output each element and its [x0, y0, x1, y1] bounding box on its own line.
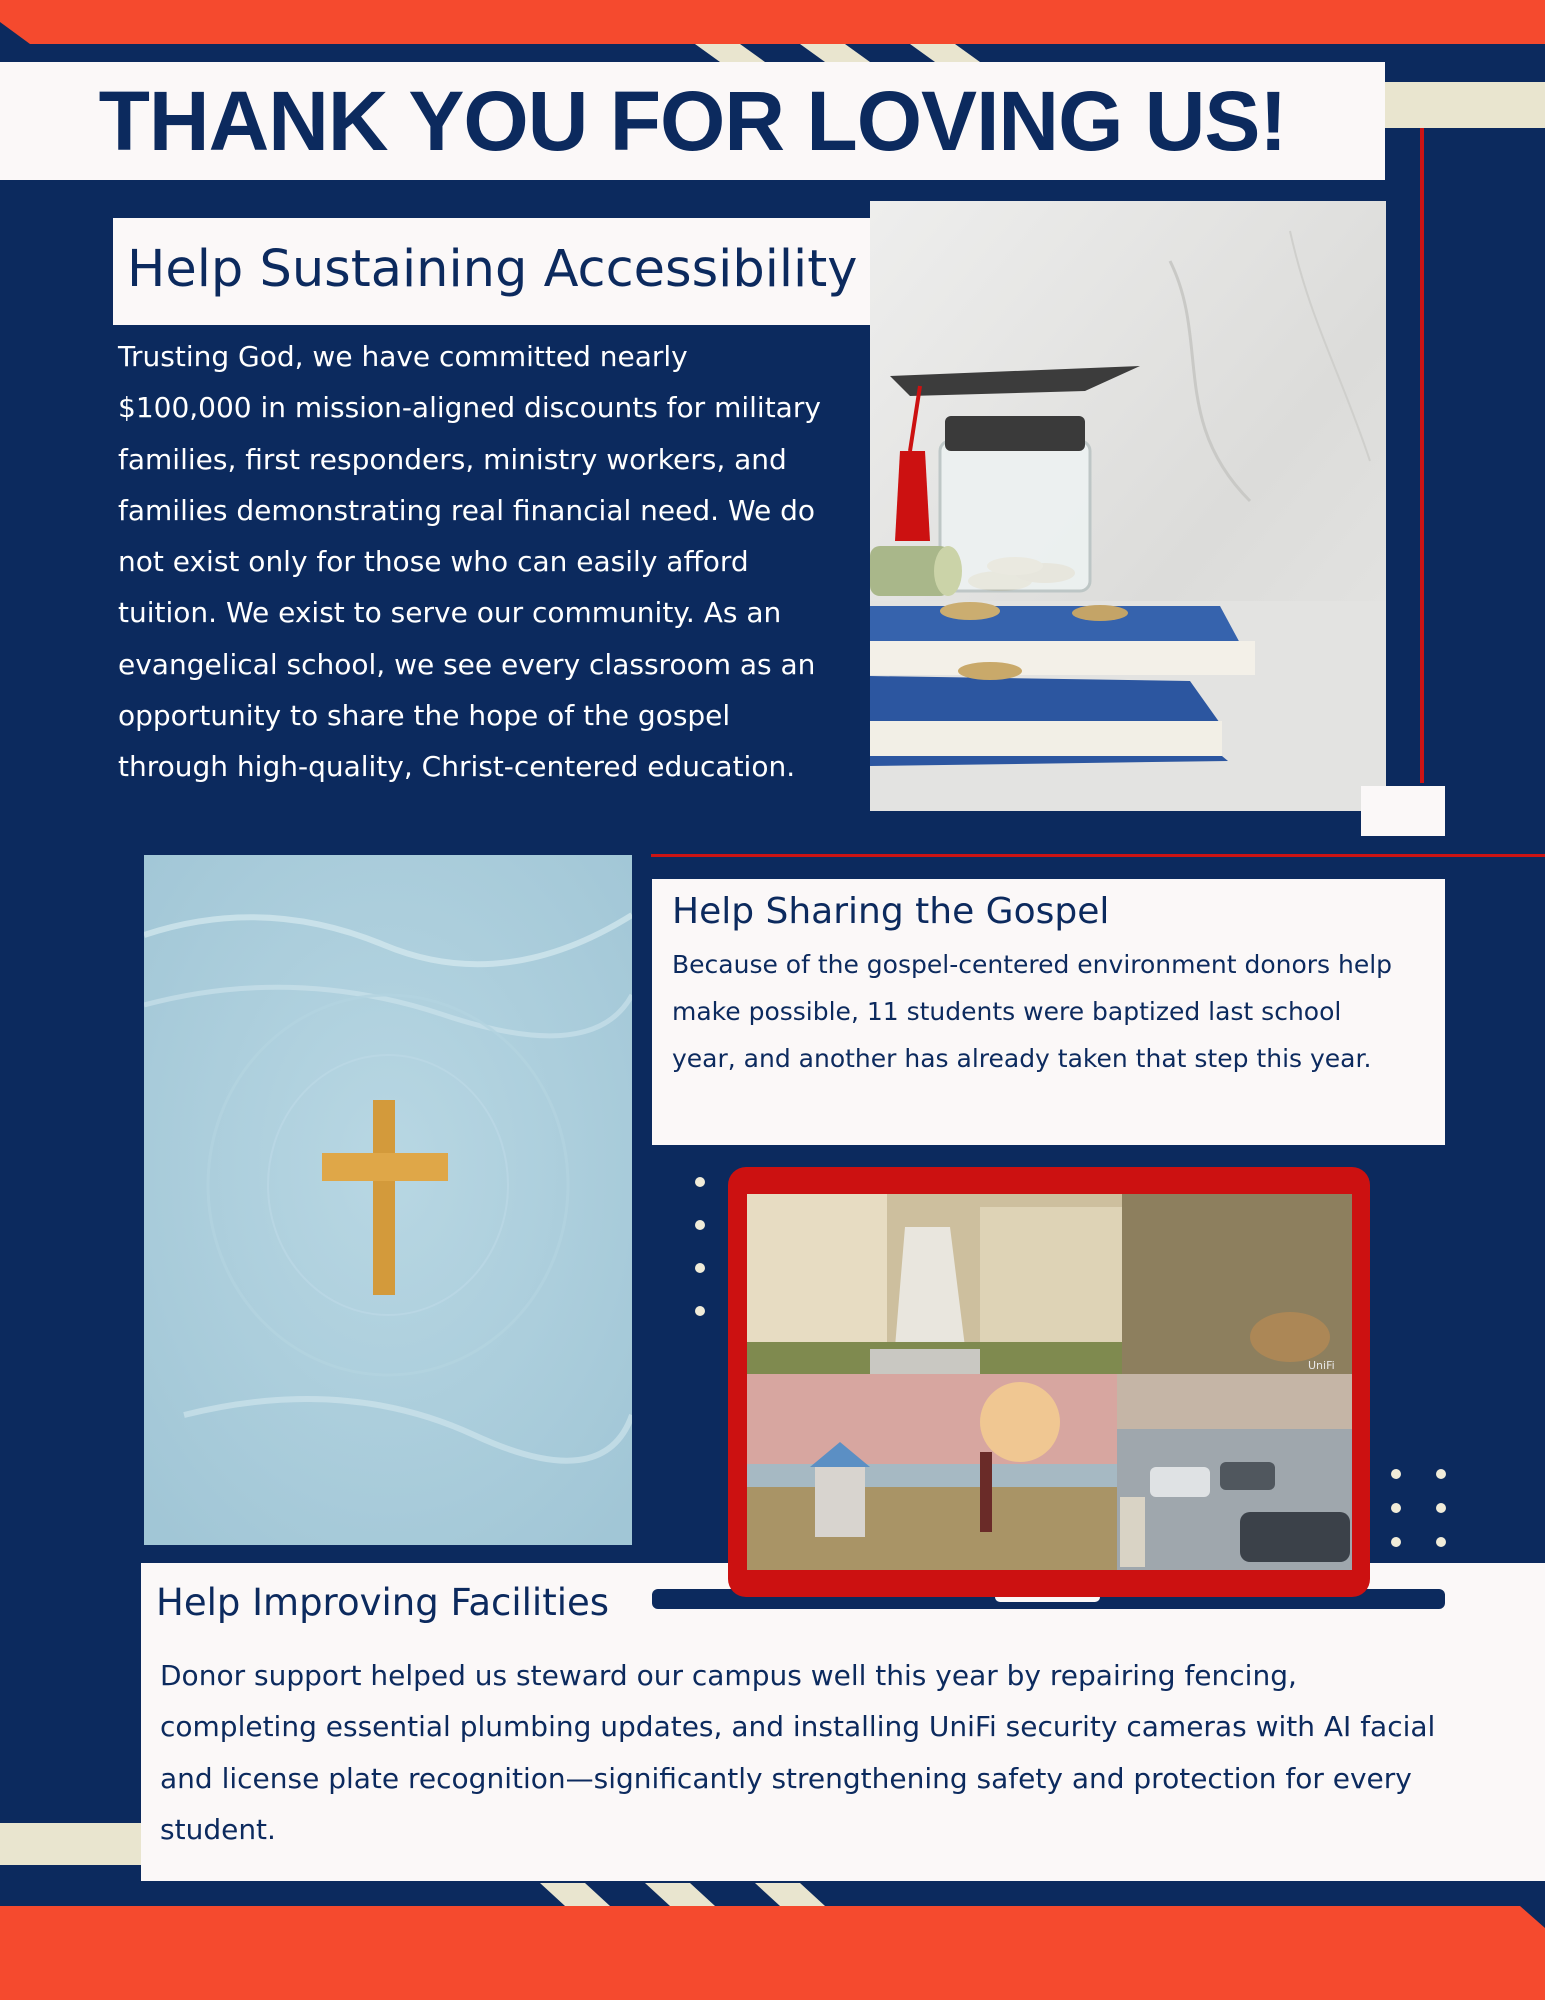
gospel-body: Because of the gospel-centered environment donors help make possible, 11 students were baptized last school year, and another has already taken that step this year. — [672, 950, 1393, 1073]
camera-view-parking — [1117, 1374, 1352, 1570]
facilities-body: Donor support helped us steward our campus well this year by repairing fencing, completing essential plumbing updates, and installing UniFi security cameras with AI facial and license plate recognition—significantly strengthening safety and protection for every student. — [160, 1659, 1436, 1846]
accessibility-body: Trusting God, we have committed nearly $100,000 in mission-aligned discounts for military families, first responders, ministry workers, and families demonstrating real financial need. We do not exist only for those who can easily afford tuition. We exist to serve our community. As an evangelical school, we see every classroom as an opportunity to share the hope of the gospel through high-quality, Christ-centered education. — [118, 340, 821, 784]
page-title: THANK YOU FOR LOVING US! — [98, 73, 1287, 168]
cream-stripe-bottom-left — [0, 1823, 145, 1865]
accent-white-block — [1361, 786, 1445, 836]
gospel-heading: Help Sharing the Gospel — [672, 891, 1110, 932]
title-banner — [0, 62, 1385, 180]
camera-view-ground — [1122, 1194, 1352, 1374]
accessibility-heading-box — [113, 218, 873, 325]
accessibility-heading: Help Sustaining Accessibility — [127, 240, 858, 299]
top-banner-decoration — [0, 0, 1545, 62]
facilities-heading: Help Improving Facilities — [156, 1581, 610, 1624]
camera-watermark: UniFi — [1308, 1359, 1335, 1372]
graduation-photo — [870, 201, 1386, 811]
gospel-box — [652, 879, 1445, 1145]
bottom-banner-decoration — [0, 1883, 1545, 2000]
camera-view-playground — [747, 1374, 1117, 1570]
cream-stripe-top-right — [1385, 82, 1545, 128]
red-divider-vertical — [1420, 128, 1424, 783]
camera-view-hallway — [747, 1194, 1122, 1374]
red-divider-horizontal — [651, 854, 1545, 857]
cross-photo — [144, 855, 632, 1545]
laptop-camera-collage — [650, 1167, 1450, 1612]
